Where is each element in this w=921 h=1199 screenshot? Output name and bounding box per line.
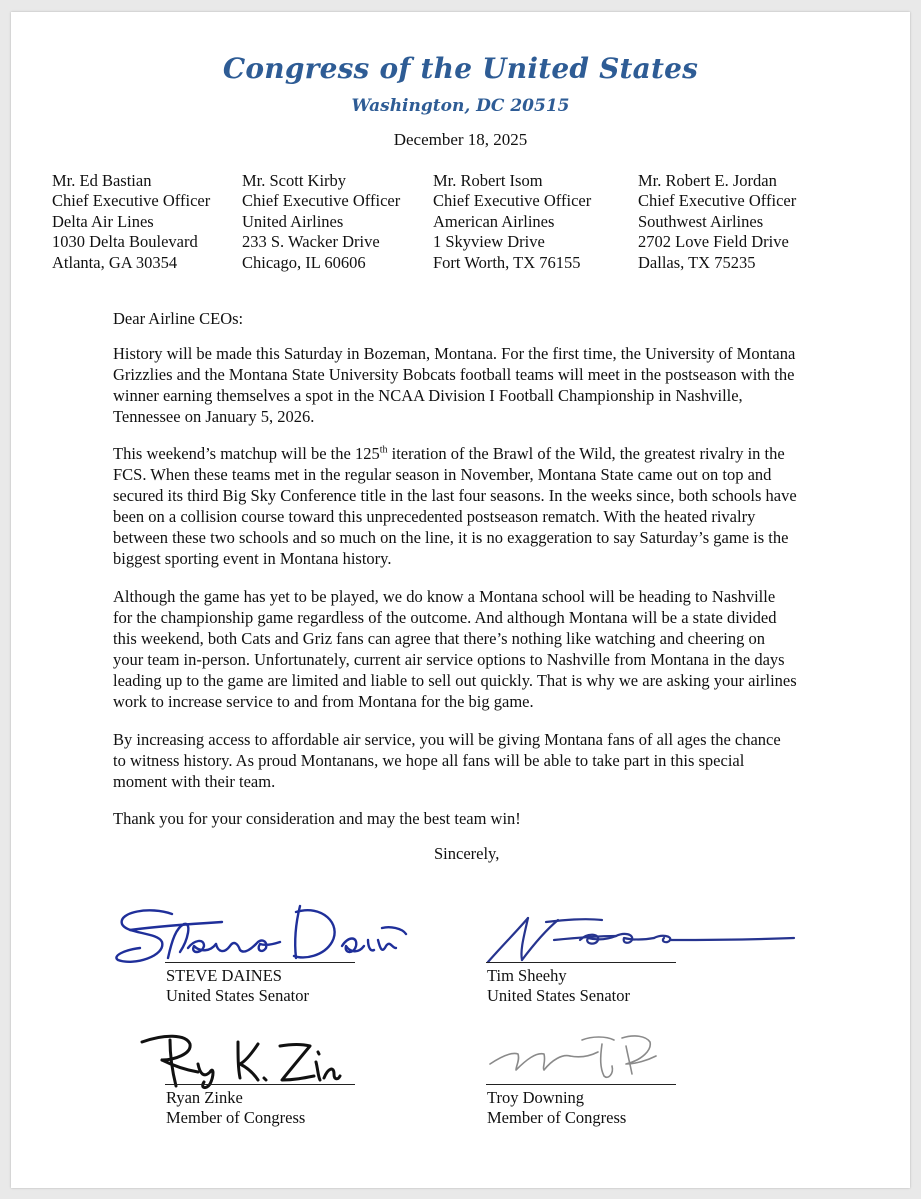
tim-sheehy-signature bbox=[484, 910, 799, 965]
letterhead-title: Congress of the United States bbox=[222, 52, 699, 85]
paragraph-3: Although the game has yet to be played, we do know a Montana school will be heading to Nashville for the championship game regardless of the outcome. And although Montana will be a state divided this weekend, both Cats and Griz fans can agree that there’s nothing like watching and cheering on your team in-person. Unfortunately, current air service options to Nashville from Montana in the days leading up to the game are limited and liable to sell out quickly. That is why we are asking your airlines work to increase service to and from Montana for the big game. bbox=[113, 587, 797, 711]
recipient-city: Fort Worth, TX 76155 bbox=[433, 252, 581, 272]
steve-daines-signature bbox=[110, 900, 410, 975]
letterhead-location: Washington, DC 20515 bbox=[351, 96, 570, 116]
signatory-name: Ryan Zinke bbox=[166, 1088, 243, 1107]
signatory-title: Member of Congress bbox=[166, 1108, 306, 1127]
signatory-name: Tim Sheehy bbox=[487, 966, 567, 985]
signature-line bbox=[165, 962, 355, 963]
recipient-delta bbox=[52, 171, 210, 273]
recipient-name: Mr. Robert Isom bbox=[433, 171, 543, 190]
recipient-name: Mr. Scott Kirby bbox=[242, 171, 347, 190]
recipient-city: Dallas, TX 75235 bbox=[638, 252, 756, 272]
recipient-title: Chief Executive Officer bbox=[242, 191, 401, 211]
recipient-street: 1030 Delta Boulevard bbox=[52, 232, 198, 252]
recipient-company: United Airlines bbox=[242, 211, 344, 231]
paragraph-1: History will be made this Saturday in Bozeman, Montana. For the first time, the University of Montana Grizzlies and the Montana State University Bobcats football teams will meet in the postseason with the winner earning themselves a spot in the NCAA Division I Football Championship in Nashville, Tennessee on January 5, 2026. bbox=[113, 344, 796, 426]
signature-line bbox=[486, 962, 676, 963]
recipient-company: Delta Air Lines bbox=[52, 211, 154, 231]
signature-line bbox=[165, 1084, 355, 1085]
paragraph-4: By increasing access to affordable air service, you will be giving Montana fans of all ages the chance to witness history. As proud Montanans, we hope all fans will be able to take part in this special moment with their team. bbox=[113, 730, 781, 791]
recipient-name: Mr. Ed Bastian bbox=[52, 171, 152, 190]
recipient-southwest bbox=[638, 171, 796, 273]
recipient-title: Chief Executive Officer bbox=[52, 191, 211, 211]
recipient-american bbox=[433, 171, 591, 273]
recipient-company: American Airlines bbox=[433, 211, 555, 231]
recipient-name: Mr. Robert E. Jordan bbox=[638, 171, 777, 190]
recipient-street: 2702 Love Field Drive bbox=[638, 232, 789, 252]
recipient-street: 233 S. Wacker Drive bbox=[242, 232, 380, 252]
recipient-title: Chief Executive Officer bbox=[433, 191, 592, 211]
signatory-title: Member of Congress bbox=[487, 1108, 627, 1127]
signatory-title: United States Senator bbox=[487, 986, 630, 1005]
paragraph-2-start: This weekend’s matchup will be the 125 bbox=[113, 444, 380, 463]
recipient-street: 1 Skyview Drive bbox=[433, 232, 545, 252]
recipient-city: Atlanta, GA 30354 bbox=[52, 252, 178, 272]
salutation: Dear Airline CEOs: bbox=[113, 309, 244, 328]
paragraph-5: Thank you for your consideration and may the best team win! bbox=[113, 809, 521, 828]
closing: Sincerely, bbox=[434, 844, 500, 863]
recipient-united bbox=[242, 171, 400, 273]
letter-date: December 18, 2025 bbox=[393, 130, 528, 149]
signature-line bbox=[486, 1084, 676, 1085]
recipient-city: Chicago, IL 60606 bbox=[242, 252, 366, 272]
signatory-name: STEVE DAINES bbox=[166, 966, 282, 985]
recipient-title: Chief Executive Officer bbox=[638, 191, 797, 211]
ordinal-suffix: th bbox=[379, 444, 388, 456]
recipient-company: Southwest Airlines bbox=[638, 211, 764, 231]
paragraph-2 bbox=[113, 443, 797, 569]
signatory-title: United States Senator bbox=[166, 986, 309, 1005]
paragraph-2-rest: iteration of the Brawl of the Wild, the greatest rivalry in the FCS. When these teams met in the regular season in November, Montana State came out on top and secured its third Big Sky Conference title in the last four seasons. In the weeks since, both schools have been on a collision course toward this unprecedented postseason rematch. With the heated rivalry between these two schools and so much on the line, it is no exaggeration to say Saturday’s game is the biggest sporting event in Montana history. bbox=[113, 444, 797, 568]
troy-downing-signature bbox=[486, 1030, 686, 1085]
signatory-name: Troy Downing bbox=[487, 1088, 585, 1107]
